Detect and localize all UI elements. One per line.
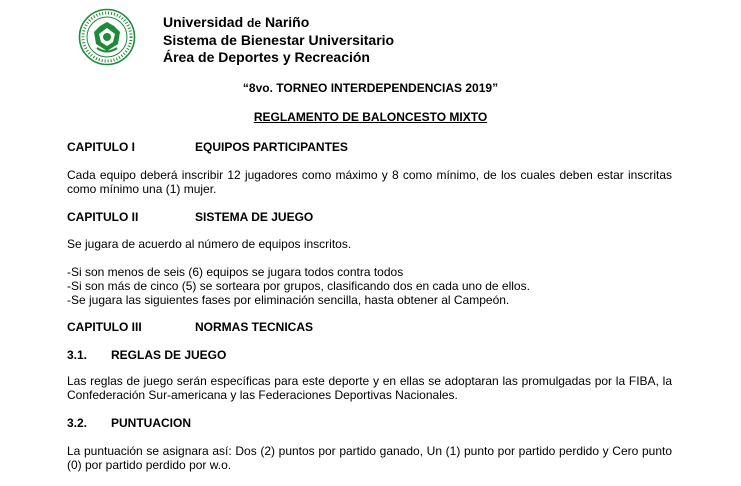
system-name: Sistema de Bienestar Universitario <box>163 32 395 48</box>
chapter-2-item: -Si son menos de seis (6) equipos se jugara todos contra todos <box>67 265 404 279</box>
university-seal-icon <box>78 8 136 66</box>
section-3-1-text: Las reglas de juego serán específicas para este deporte y en ellas se adoptaran las promulgadas por la FIBA, la Confederación Sur-americana y las Federaciones Deportivas Nacionales. <box>67 374 672 402</box>
section-3-2-text: La puntuación se asignara así: Dos (2) puntos por partido ganado, Un (1) punto por partido perdido y Cero punto (0) por partido perdido por w.o. <box>67 444 672 472</box>
chapter-3-heading: CAPITULO III NORMAS TECNICAS <box>67 320 314 334</box>
section-3-2-heading: 3.2. PUNTUACION <box>67 416 191 430</box>
area-name: Área de Deportes y Recreación <box>163 49 370 65</box>
chapter-2-intro: Se jugara de acuerdo al número de equipos inscritos. <box>67 237 352 251</box>
section-3-1-heading: 3.1. REGLAS DE JUEGO <box>67 348 227 362</box>
chapter-2-item: -Si son más de cinco (5) se sorteara por grupos, clasificando dos en cada uno de ellos. <box>67 279 530 293</box>
chapter-2-heading: CAPITULO II SISTEMA DE JUEGO <box>67 210 314 224</box>
institution-header <box>163 14 394 66</box>
chapter-2-item: -Se jugara las siguientes fases por eliminación sencilla, hasta obtener al Campeón. <box>67 293 510 307</box>
university-name: Universidad de Nariño <box>163 14 310 30</box>
chapter-1-heading: CAPITULO I EQUIPOS PARTICIPANTES <box>67 140 348 154</box>
chapter-1-text: Cada equipo deberá inscribir 12 jugadores como máximo y 8 como mínimo, de los cuales deben estar inscritas como mínimo una (1) mujer. <box>67 168 672 196</box>
regulation-title: REGLAMENTO DE BALONCESTO MIXTO <box>253 110 488 124</box>
tournament-title: “8vo. TORNEO INTERDEPENDENCIAS 2019” <box>242 81 499 95</box>
